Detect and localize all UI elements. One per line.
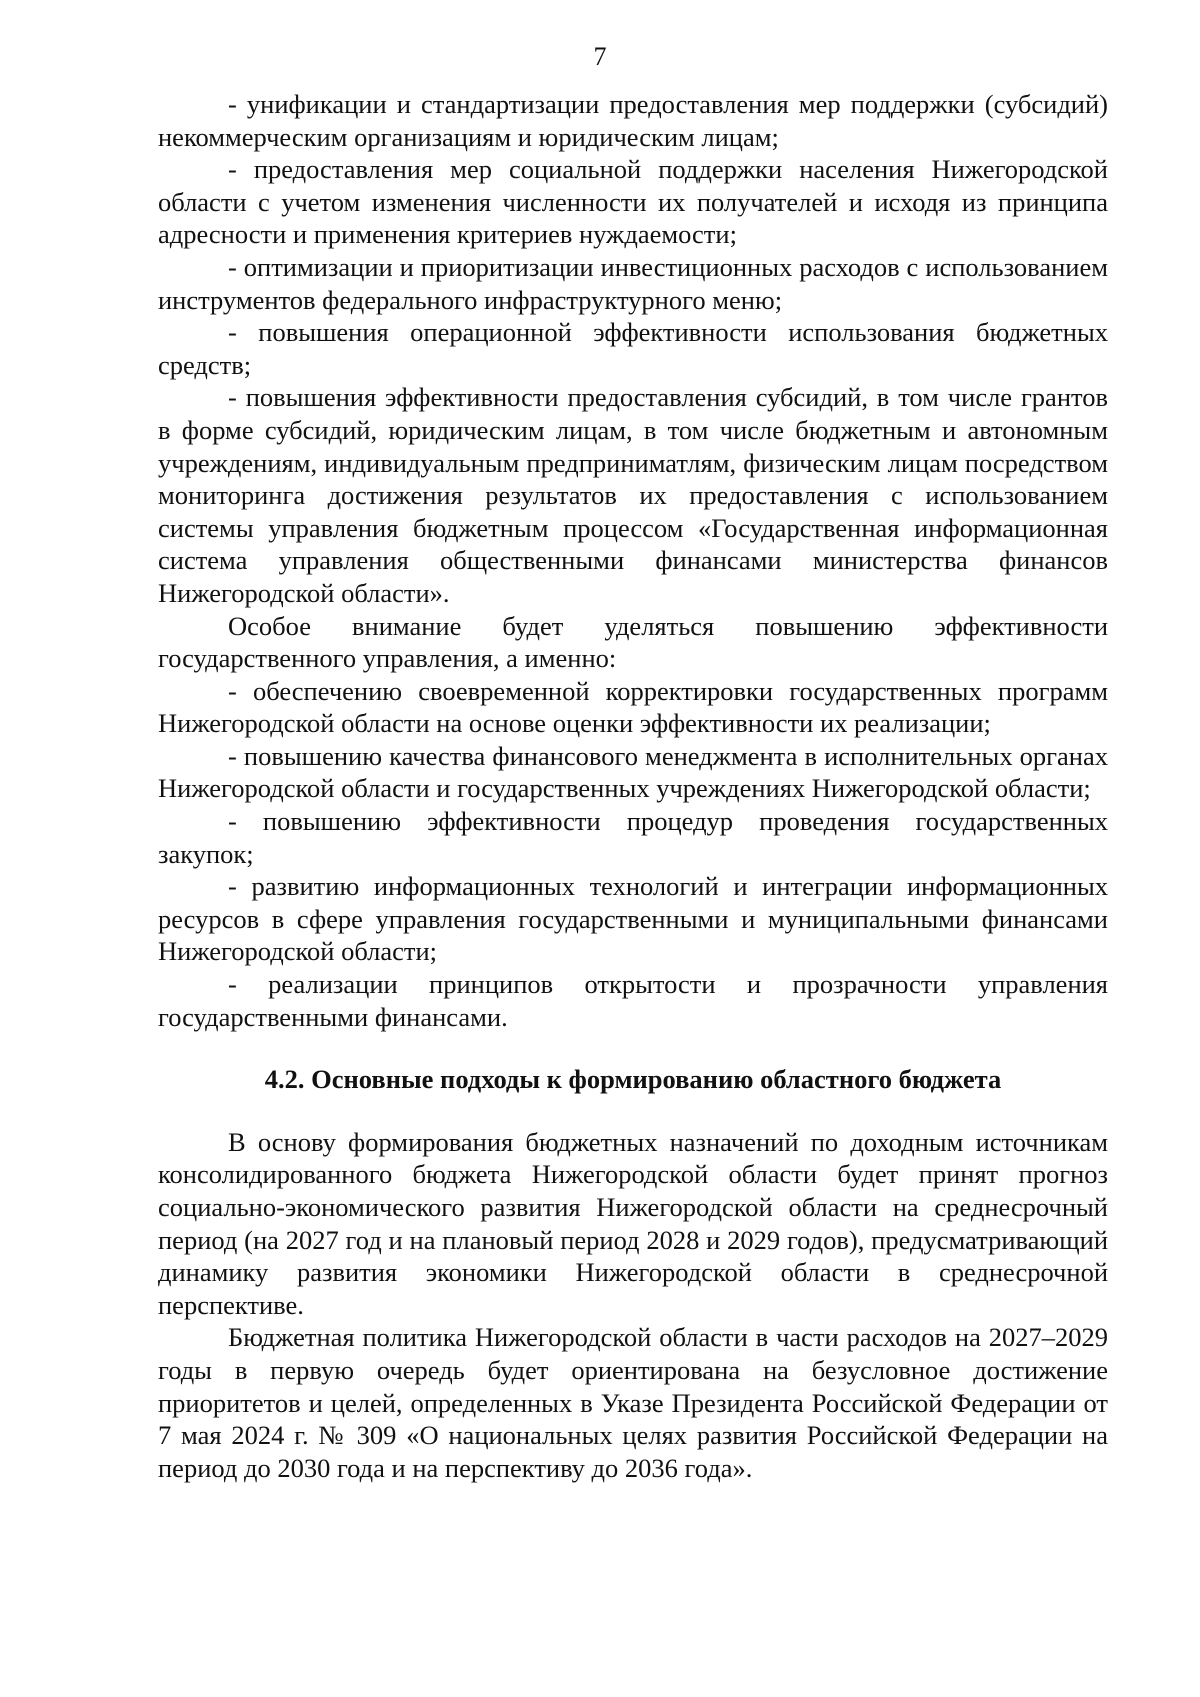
paragraph: Особое внимание будет уделяться повышению эффективности государственного управления, а именно: xyxy=(158,610,1108,674)
paragraph: - развитию информационных технологий и интеграции информационных ресурсов в сфере управления государственными и муниципальными финансами Нижегородской области; xyxy=(158,871,1108,967)
section-heading: 4.2. Основные подходы к формированию областного бюджета xyxy=(264,1064,1002,1095)
paragraph: - реализации принципов открытости и прозрачности управления государственными финансами. xyxy=(158,969,1108,1032)
paragraph: - повышения эффективности предоставления субсидий, в том числе грантов в форме субсидий, юридическим лицам, в том числе бюджетным и автономным учреждениям, индивидуальным предприниматлям, физическим лицам посредством мониторинга достижения результатов их предоставления с использованием системы управления бюджетным процессом «Государственная информационная система управления общественными финансами министерства финансов Нижегородской области». xyxy=(158,382,1108,608)
paragraph: - повышению эффективности процедур проведения государственных закупок; xyxy=(158,806,1108,869)
paragraph: - повышения операционной эффективности использования бюджетных средств; xyxy=(158,317,1108,380)
paragraph: - предоставления мер социальной поддержки населения Нижегородской области с учетом изменения численности их получателей и исходя из принципа адресности и применения критериев нуждаемости; xyxy=(158,154,1108,250)
paragraph: - обеспечению своевременной корректировки государственных программ Нижегородской области на основе оценки эффективности их реализации; xyxy=(158,675,1108,739)
paragraph: - оптимизации и приоритизации инвестиционных расходов с использованием инструментов федерального инфраструктурного меню; xyxy=(158,251,1108,315)
page-number: 7 xyxy=(593,42,607,71)
document-body xyxy=(158,88,1108,1484)
paragraph: - повышению качества финансового менеджмента в исполнительных органах Нижегородской области и государственных учреждениях Нижегородской области; xyxy=(158,740,1108,804)
paragraph: - унификации и стандартизации предоставления мер поддержки (субсидий) некоммерческим организациям и юридическим лицам; xyxy=(158,89,1108,152)
paragraph: В основу формирования бюджетных назначений по доходным источникам консолидированного бюджета Нижегородской области будет принят прогноз социально-экономического развития Нижегородской области на среднесрочный период (на 2027 год и на плановый период 2028 и 2029 годов), предусматривающий динамику развития экономики Нижегородской области в среднесрочной перспективе. xyxy=(158,1126,1108,1320)
paragraph: Бюджетная политика Нижегородской области в части расходов на 2027–2029 годы в первую очередь будет ориентирована на безусловное достижение приоритетов и целей, определенных в Указе Президента Российской Федерации от 7 мая 2024 г. № 309 «О национальных целях развития Российской Федерации на период до 2030 года и на перспективу до 2036 года». xyxy=(158,1322,1108,1483)
